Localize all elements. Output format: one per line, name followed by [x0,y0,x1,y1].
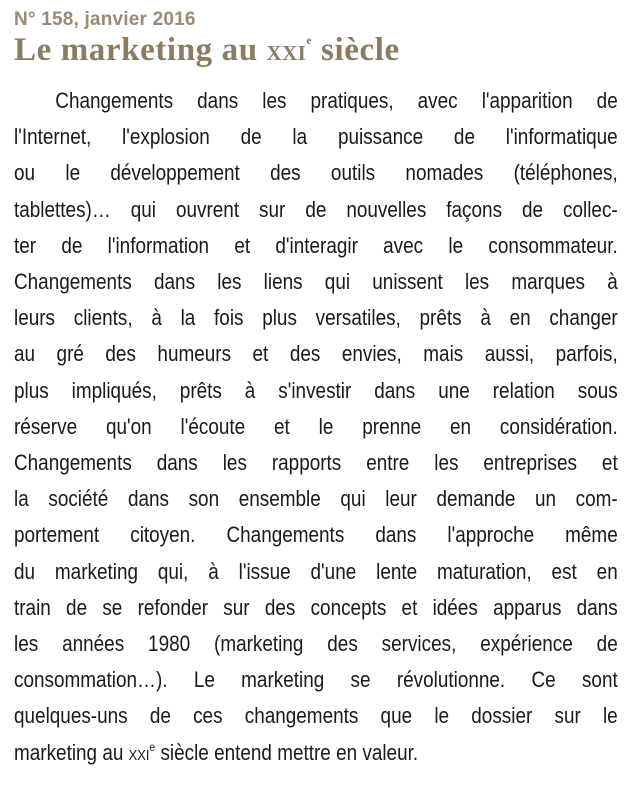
article-line: plus impliqués, prêts à s'investir dans une relation sous [14,377,618,403]
title-suffix: siècle [312,32,400,68]
final-prefix: marketing au [14,739,129,765]
final-century: XXI [128,746,150,764]
document-page [14,8,618,778]
article-line: Changements dans les rapports entre les entreprises et [14,450,618,476]
article-line: ou le développement des outils nomades (téléphones, [14,160,618,186]
article-line: leurs clients, à la fois plus versatiles, prêts à en changer [14,305,618,331]
title-prefix: Le marketing au [14,32,267,68]
title-century-sup: e [306,33,313,47]
article-line: réserve qu'on l'écoute et le prenne en considération. [14,413,618,439]
article-line: quelques-uns de ces changements que le dossier sur le [14,703,618,729]
issue-number: N° 158, janvier 2016 [14,9,196,30]
article-line: au gré des humeurs et des envies, mais aussi, parfois, [14,341,618,367]
article-final-line [14,735,618,774]
final-century-sup: e [149,739,156,754]
article-line: Changements dans les liens qui unissent les marques à [14,269,618,295]
article-line: Changements dans les pratiques, avec l'apparition de [55,88,618,113]
page-title [14,32,618,71]
article-line: tablettes)… qui ouvrent sur de nouvelles façons de collec- [14,196,618,222]
article-line: portement citoyen. Changements dans l'approche même [14,522,618,548]
article-line: les années 1980 (marketing des services, expérience de [14,631,618,657]
article-line: train de se refonder sur des concepts et idées apparus dans [14,594,618,620]
article-body [14,83,618,774]
final-suffix: siècle entend mettre en valeur. [155,739,419,765]
article-line: du marketing qui, à l'issue d'une lente maturation, est en [14,558,618,584]
article-line: ter de l'information et d'interagir avec le consommateur. [14,232,618,258]
article-line: l'Internet, l'explosion de la puissance de l'informatique [14,124,618,150]
article-line: consommation…). Le marketing se révolutionne. Ce sont [14,667,618,693]
article-line: la société dans son ensemble qui leur demande un com- [14,486,618,512]
title-century: XXI [266,41,307,65]
